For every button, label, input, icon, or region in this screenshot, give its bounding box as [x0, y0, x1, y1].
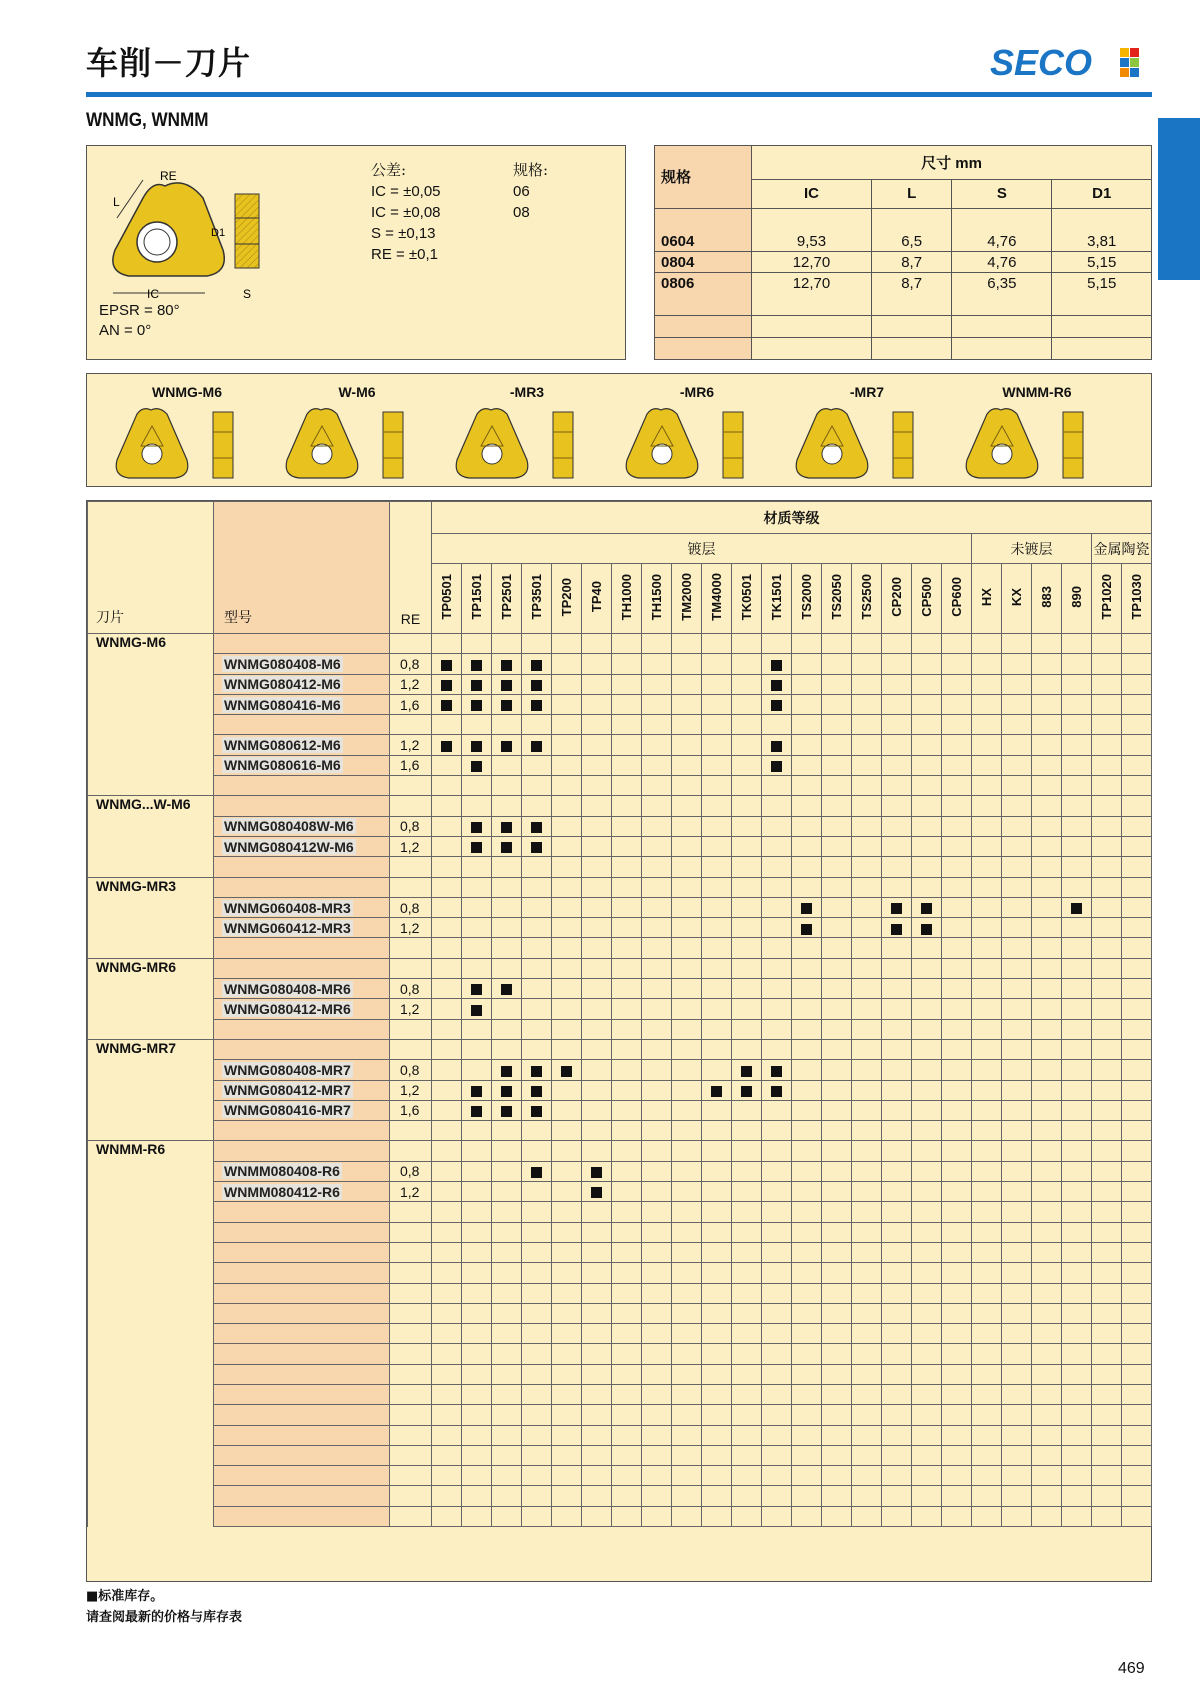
table-row: [88, 999, 1152, 1019]
empty-row: [88, 1445, 1152, 1465]
dim-size: 0804: [661, 253, 695, 271]
svg-text:D1: D1: [211, 227, 226, 239]
re-column-header: RE: [400, 611, 421, 627]
table-row: [88, 918, 1152, 938]
table-row: [88, 816, 1152, 836]
grade-header: CP200: [889, 577, 904, 617]
geometry-insert-icon: [283, 406, 423, 482]
stock-mark: [501, 822, 512, 833]
corner-radius: 1,2: [400, 1082, 420, 1099]
stock-mark: [771, 761, 782, 772]
table-row: [88, 1019, 1152, 1039]
dim-value: 6,5: [901, 232, 923, 250]
geometry-label: -MR3: [509, 384, 545, 400]
grade-header: 883: [1039, 586, 1054, 608]
geometry-insert-icon: [963, 406, 1103, 482]
insert-model[interactable]: WNMG080416-MR7: [224, 1102, 351, 1119]
dim-value: 12,70: [792, 274, 831, 292]
insert-group-name: WNMG-MR7: [96, 1039, 177, 1056]
tolerance-label: 公差:: [371, 161, 407, 179]
dim-value: 4,76: [987, 253, 1017, 271]
insert-model[interactable]: WNMG060408-MR3: [224, 899, 351, 916]
grade-header: TH1500: [649, 573, 664, 621]
size-08: 08: [513, 204, 530, 221]
insert-model[interactable]: WNMG080412-M6: [224, 676, 341, 693]
stock-mark: [921, 924, 932, 935]
table-row: [88, 938, 1152, 958]
corner-radius: 1,2: [400, 1000, 420, 1017]
grade-header: TP2501: [499, 574, 514, 620]
stock-mark: [441, 741, 452, 752]
empty-row: [88, 1303, 1152, 1323]
stock-mark: [891, 924, 902, 935]
stock-mark: [471, 1106, 482, 1117]
stock-mark: [771, 660, 782, 671]
table-row: [88, 1100, 1152, 1120]
corner-radius: 0,8: [400, 1163, 420, 1180]
stock-mark: [501, 1106, 512, 1117]
table-row: [88, 857, 1152, 877]
stock-mark: [471, 761, 482, 772]
stock-mark: [471, 1086, 482, 1097]
insert-group-name: WNMM-R6: [96, 1141, 166, 1158]
side-tab: [1158, 118, 1200, 280]
stock-mark: [501, 1086, 512, 1097]
stock-mark: [441, 680, 452, 691]
model-column-header: 型号: [224, 609, 252, 625]
stock-mark: [801, 903, 812, 914]
stock-mark: [741, 1086, 752, 1097]
svg-text:L: L: [113, 195, 120, 209]
stock-mark: [591, 1167, 602, 1178]
insert-model[interactable]: WNMG080616-M6: [224, 757, 341, 774]
corner-radius: 1,2: [400, 676, 420, 693]
corner-radius: 0,8: [400, 980, 420, 997]
stock-mark: [501, 984, 512, 995]
table-row: [88, 715, 1152, 735]
grade-header: TH1000: [619, 573, 634, 621]
dim-col-l: L: [907, 185, 917, 203]
stock-mark: [531, 842, 542, 853]
stock-mark: [1071, 903, 1082, 914]
page-title: 车削－刀片: [86, 44, 252, 82]
grade-header: TM4000: [709, 573, 724, 621]
table-row: [88, 1121, 1152, 1141]
corner-radius: 1,2: [400, 737, 420, 754]
size-label: 规格:: [513, 161, 549, 179]
empty-row: [88, 1384, 1152, 1404]
svg-text:IC: IC: [147, 287, 159, 301]
table-row: [88, 694, 1152, 714]
table-row: [88, 979, 1152, 999]
page-number: 469: [1118, 1660, 1145, 1677]
group-header-row: [88, 634, 1152, 654]
dim-value: 8,7: [901, 253, 923, 271]
insert-model[interactable]: WNMM080408-R6: [224, 1163, 340, 1180]
insert-model[interactable]: WNMG080412W-M6: [224, 838, 354, 855]
corner-radius: 1,2: [400, 1183, 420, 1200]
table-row: [88, 776, 1152, 796]
geometry-box: [86, 373, 1152, 487]
dim-col-d1: D1: [1092, 185, 1112, 203]
stock-mark: [771, 1066, 782, 1077]
table-row: [88, 735, 1152, 755]
stock-mark: [891, 903, 902, 914]
dim-row: [655, 231, 1151, 252]
corner-radius: 1,2: [400, 919, 420, 936]
dim-value: 3,81: [1087, 232, 1117, 250]
group-header-row: [88, 796, 1152, 816]
stock-mark: [531, 822, 542, 833]
corner-radius: 0,8: [400, 655, 420, 672]
grade-header: TM2000: [679, 573, 694, 621]
grade-table: [87, 501, 1152, 1527]
stock-mark: [471, 1005, 482, 1016]
stock-mark: [441, 700, 452, 711]
grade-header: TK0501: [739, 573, 754, 621]
svg-text:SECO: SECO: [990, 44, 1093, 80]
tolerance-s: S = ±0,13: [371, 225, 436, 242]
insert-spec-box: [86, 145, 626, 360]
grade-header: TS2050: [829, 574, 844, 620]
grade-header: HX: [979, 587, 994, 607]
stock-mark: [921, 903, 932, 914]
tolerance-ic-1: IC = ±0,05: [371, 183, 441, 200]
group-header-row: [88, 1039, 1152, 1059]
table-row: [88, 755, 1152, 775]
grade-header: TP40: [589, 581, 604, 613]
corner-radius: 0,8: [400, 899, 420, 916]
dim-value: 5,15: [1087, 274, 1117, 292]
insert-model[interactable]: WNMG060412-MR3: [224, 919, 351, 936]
grade-header: CP600: [949, 577, 964, 617]
an-label: AN = 0°: [99, 322, 152, 339]
insert-diagram: [95, 158, 275, 308]
uncoated-header: 未镀层: [1010, 541, 1053, 558]
header-rule: [86, 92, 1152, 97]
stock-mark: [711, 1086, 722, 1097]
dim-size-header: 规格: [661, 169, 692, 187]
insert-model[interactable]: WNMG080412-MR7: [224, 1082, 351, 1099]
stock-mark: [561, 1066, 572, 1077]
dim-col-ic: IC: [803, 185, 819, 203]
empty-row: [88, 1324, 1152, 1344]
grade-header: TP3501: [529, 574, 544, 620]
geometry-label: -MR6: [679, 384, 715, 400]
epsr-label: EPSR = 80°: [99, 302, 180, 319]
geometry-insert-icon: [793, 406, 933, 482]
table-row: [88, 897, 1152, 917]
section-subtitle: WNMG, WNMM: [86, 110, 209, 131]
table-row: [88, 1060, 1152, 1080]
stock-mark: [501, 741, 512, 752]
grade-header: TP0501: [439, 574, 454, 620]
dim-row: [655, 252, 1151, 273]
svg-text:S: S: [243, 287, 252, 301]
insert-model[interactable]: WNMG080416-M6: [224, 696, 341, 713]
insert-group-name: WNMG-MR6: [96, 958, 177, 975]
insert-model[interactable]: WNMG080412-MR6: [224, 1000, 351, 1017]
tolerance-list: [371, 181, 441, 265]
empty-row: [88, 1344, 1152, 1364]
dim-value: 6,35: [987, 274, 1017, 292]
stock-mark: [501, 1066, 512, 1077]
group-header-row: [88, 877, 1152, 897]
tolerance-ic-2: IC = ±0,08: [371, 204, 441, 221]
insert-model[interactable]: WNMG080408-MR6: [224, 980, 351, 997]
stock-mark: [471, 842, 482, 853]
corner-radius: 0,8: [400, 818, 420, 835]
size-06: 06: [513, 183, 530, 200]
stock-mark: [531, 700, 542, 711]
grade-header: TS2000: [799, 574, 814, 620]
dim-value: 5,15: [1087, 253, 1117, 271]
cermet-header: 金属陶瓷: [1093, 541, 1150, 558]
geometry-label: WNMG-M6: [152, 384, 222, 400]
corner-radius: 1,6: [400, 1102, 420, 1119]
table-row: [88, 674, 1152, 694]
stock-mark: [771, 741, 782, 752]
grade-header: KX: [1009, 587, 1024, 607]
empty-row: [88, 1425, 1152, 1445]
dim-group-header: 尺寸 mm: [921, 154, 982, 172]
empty-row: [88, 1242, 1152, 1262]
corner-radius: 1,6: [400, 696, 420, 713]
dimensions-box: [654, 145, 1152, 360]
grade-header: CP500: [919, 577, 934, 617]
stock-mark: [531, 680, 542, 691]
empty-row: [88, 1222, 1152, 1242]
stock-mark: [531, 1106, 542, 1117]
corner-radius: 1,6: [400, 757, 420, 774]
dim-value: 9,53: [796, 232, 827, 250]
corner-radius: 0,8: [400, 1061, 420, 1078]
stock-mark: [501, 660, 512, 671]
stock-mark: [471, 660, 482, 671]
legend-standard-stock: ■标准库存。: [86, 1589, 164, 1604]
insert-model[interactable]: WNMG080408-MR7: [224, 1061, 351, 1078]
insert-model[interactable]: WNMG080408W-M6: [224, 818, 354, 835]
grade-header: TK1501: [769, 573, 784, 621]
price-note: 请查阅最新的价格与库存表: [86, 1610, 243, 1625]
stock-mark: [531, 1086, 542, 1097]
table-row: [88, 654, 1152, 674]
grade-header: TP1020: [1099, 574, 1114, 620]
stock-mark: [501, 680, 512, 691]
table-row: [88, 1080, 1152, 1100]
insert-group-name: WNMG-M6: [96, 634, 166, 650]
stock-mark: [771, 700, 782, 711]
geometry-label: W-M6: [338, 384, 376, 400]
insert-group-name: WNMG-MR3: [96, 877, 177, 894]
dimensions-table: [655, 146, 1151, 359]
stock-mark: [471, 822, 482, 833]
geometry-insert-icon: [453, 406, 593, 482]
tolerance-re: RE = ±0,1: [371, 246, 439, 263]
group-header-row: [88, 1141, 1152, 1161]
stock-mark: [531, 660, 542, 671]
stock-mark: [591, 1187, 602, 1198]
stock-mark: [471, 984, 482, 995]
empty-row: [88, 1486, 1152, 1506]
table-row: [88, 1182, 1152, 1202]
dim-value: 8,7: [901, 274, 923, 292]
size-list: [513, 181, 530, 223]
empty-row: [88, 1364, 1152, 1384]
insert-group-name: WNMG...W-M6: [96, 796, 191, 813]
stock-mark: [471, 741, 482, 752]
stock-mark: [471, 700, 482, 711]
geometry-label: -MR7: [849, 384, 885, 400]
stock-mark: [471, 680, 482, 691]
empty-row: [88, 1202, 1152, 1222]
insert-model[interactable]: WNMG080408-M6: [224, 655, 341, 672]
corner-radius: 1,2: [400, 838, 420, 855]
coated-header: 镀层: [687, 541, 716, 558]
stock-mark: [801, 924, 812, 935]
grade-header: TP1501: [469, 574, 484, 620]
grade-header: 890: [1069, 586, 1084, 608]
stock-mark: [741, 1066, 752, 1077]
table-row: [88, 1161, 1152, 1181]
svg-text:RE: RE: [160, 169, 177, 183]
dim-value: 12,70: [792, 253, 831, 271]
grade-header: TP1030: [1129, 574, 1144, 620]
insert-model[interactable]: WNMM080412-R6: [224, 1183, 340, 1200]
geometry-insert-icon: [623, 406, 763, 482]
table-row: [88, 836, 1152, 856]
seco-logo: [990, 44, 1146, 80]
stock-mark: [531, 1167, 542, 1178]
stock-mark: [501, 700, 512, 711]
stock-mark: [531, 1066, 542, 1077]
grade-group-header: 材质等级: [763, 510, 820, 527]
empty-row: [88, 1283, 1152, 1303]
dim-size: 0604: [661, 232, 695, 250]
empty-row: [88, 1405, 1152, 1425]
empty-row: [88, 1506, 1152, 1526]
grade-header: TS2500: [859, 574, 874, 620]
empty-row: [88, 1466, 1152, 1486]
grade-table-container: [86, 500, 1152, 1582]
geometry-label: WNMM-R6: [1002, 384, 1072, 400]
dim-value: 4,76: [987, 232, 1017, 250]
stock-mark: [771, 1086, 782, 1097]
geometry-insert-icon: [113, 406, 253, 482]
stock-mark: [531, 741, 542, 752]
dim-size: 0806: [661, 274, 695, 292]
stock-mark: [441, 660, 452, 671]
empty-row: [88, 1263, 1152, 1283]
dim-col-s: S: [996, 185, 1007, 203]
stock-mark: [771, 680, 782, 691]
grade-header: TP200: [559, 577, 574, 617]
group-header-row: [88, 958, 1152, 978]
insert-model[interactable]: WNMG080612-M6: [224, 737, 341, 754]
dim-row: [655, 273, 1151, 294]
stock-mark: [501, 842, 512, 853]
insert-column-header: 刀片: [96, 609, 124, 625]
